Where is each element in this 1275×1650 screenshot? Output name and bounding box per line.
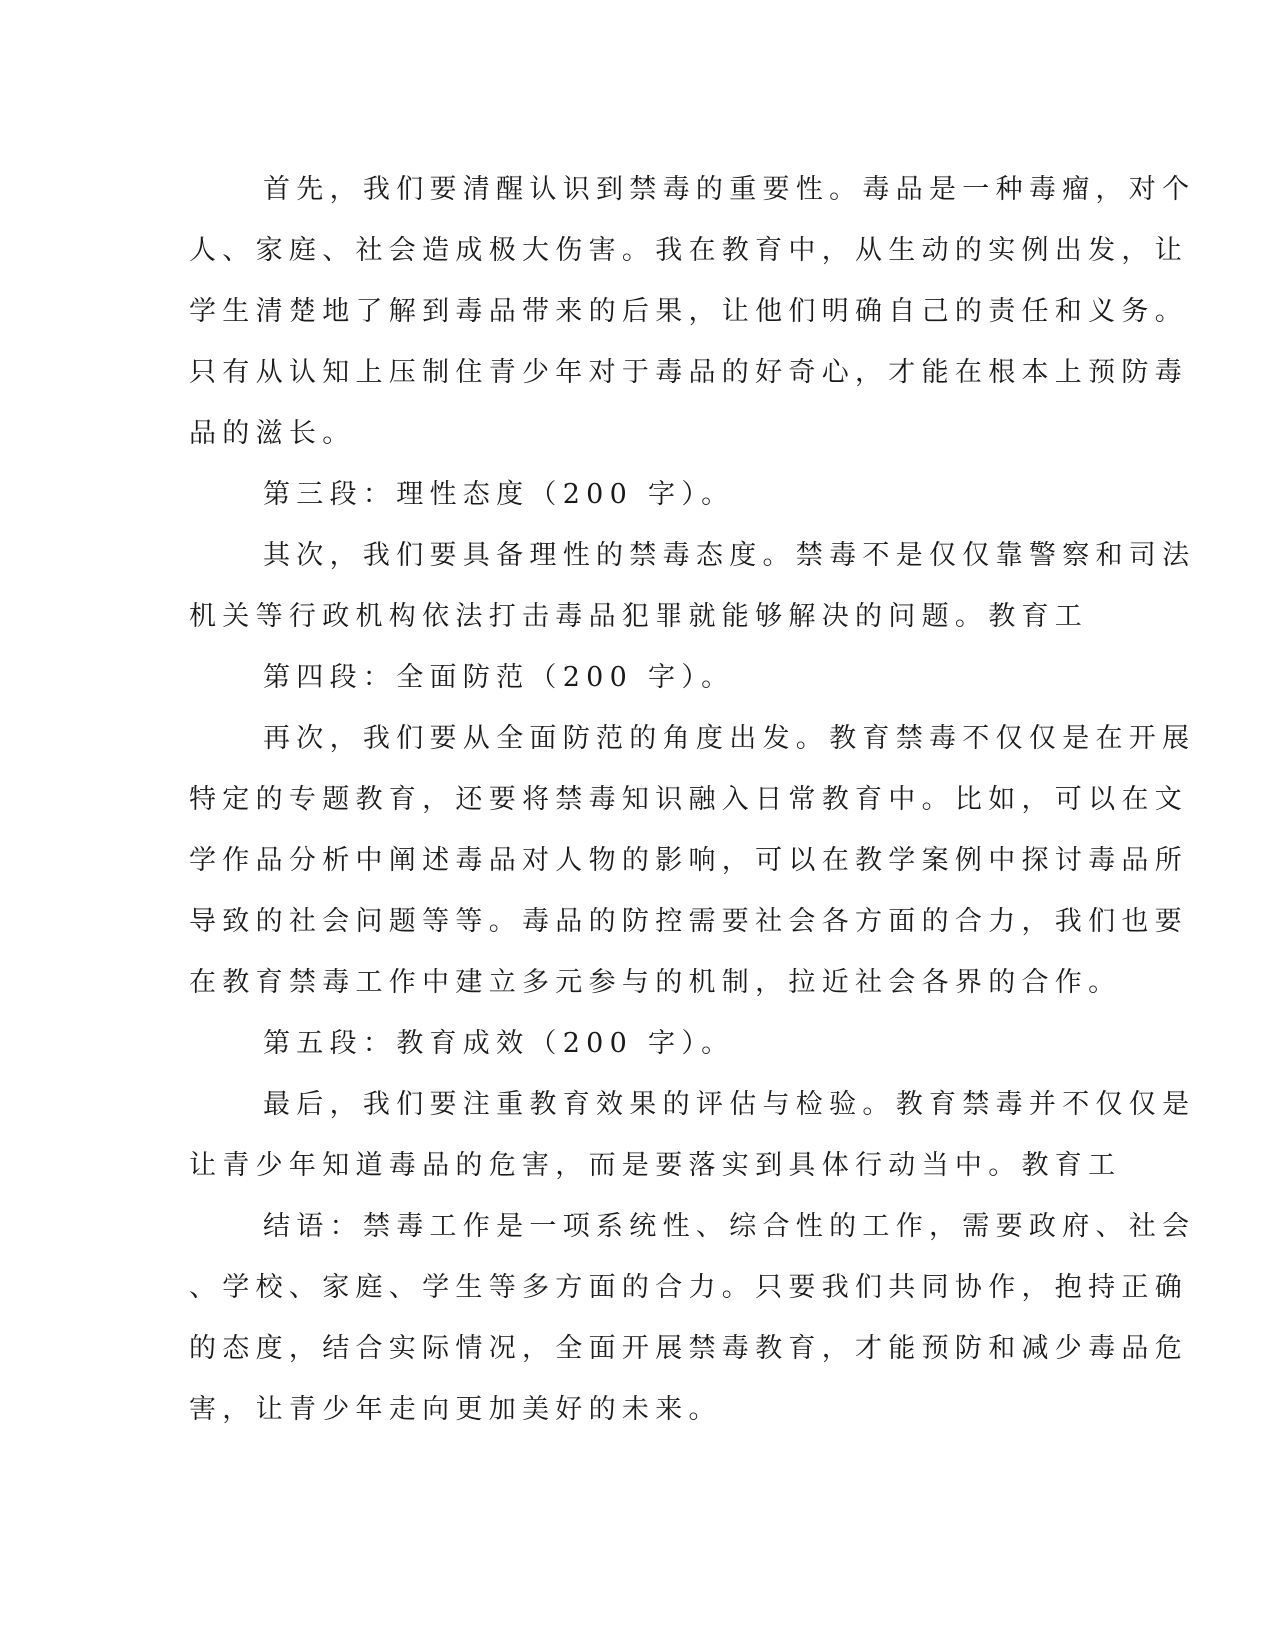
text-line: 最后，我们要注重教育效果的评估与检验。教育禁毒并不仅仅是 bbox=[263, 1089, 1196, 1120]
heading-text: 第四段：全面防范（200 字）。 bbox=[263, 662, 735, 693]
heading-text: 第五段：教育成效（200 字）。 bbox=[263, 1028, 735, 1059]
text-line: 让青少年知道毒品的危害，而是要落实到具体行动当中。教育工 bbox=[189, 1150, 1122, 1181]
paragraph-education-results bbox=[189, 1074, 1196, 1196]
text-line: 结语：禁毒工作是一项系统性、综合性的工作，需要政府、社会 bbox=[263, 1211, 1196, 1242]
section-heading-3 bbox=[189, 464, 1069, 525]
text-line: 、学校、家庭、学生等多方面的合力。只要我们共同协作，抱持正确 bbox=[189, 1272, 1188, 1303]
text-line: 害，让青少年走向更加美好的未来。 bbox=[189, 1394, 722, 1425]
text-line: 人、家庭、社会造成极大伤害。我在教育中，从生动的实例出发，让 bbox=[189, 235, 1188, 266]
text-line: 只有从认知上压制住青少年对于毒品的好奇心，才能在根本上预防毒 bbox=[189, 357, 1188, 388]
text-line: 机关等行政机构依法打击毒品犯罪就能够解决的问题。教育工 bbox=[189, 601, 1089, 632]
paragraph-conclusion bbox=[189, 1196, 1196, 1440]
text-line: 导致的社会问题等等。毒品的防控需要社会各方面的合力，我们也要 bbox=[189, 906, 1188, 937]
text-line: 在教育禁毒工作中建立多元参与的机制，拉近社会各界的合作。 bbox=[189, 967, 1122, 998]
text-line: 学作品分析中阐述毒品对人物的影响，可以在教学案例中探讨毒品所 bbox=[189, 845, 1188, 876]
text-line: 再次，我们要从全面防范的角度出发。教育禁毒不仅仅是在开展 bbox=[263, 723, 1196, 754]
paragraph-importance bbox=[189, 159, 1196, 464]
section-heading-5 bbox=[189, 1013, 1069, 1074]
paragraph-rational-attitude bbox=[189, 525, 1196, 647]
text-line: 其次，我们要具备理性的禁毒态度。禁毒不是仅仅靠警察和司法 bbox=[263, 540, 1196, 571]
paragraph-comprehensive-prevention bbox=[189, 708, 1196, 1013]
heading-text: 第三段：理性态度（200 字）。 bbox=[263, 479, 735, 510]
text-line: 品的滋长。 bbox=[189, 418, 356, 449]
text-line: 首先，我们要清醒认识到禁毒的重要性。毒品是一种毒瘤，对个 bbox=[263, 174, 1196, 205]
text-line: 学生清楚地了解到毒品带来的后果，让他们明确自己的责任和义务。 bbox=[189, 296, 1188, 327]
text-line: 特定的专题教育，还要将禁毒知识融入日常教育中。比如，可以在文 bbox=[189, 784, 1188, 815]
document-body bbox=[189, 159, 1196, 1440]
section-heading-4 bbox=[189, 647, 1069, 708]
text-line: 的态度，结合实际情况，全面开展禁毒教育，才能预防和减少毒品危 bbox=[189, 1333, 1188, 1364]
